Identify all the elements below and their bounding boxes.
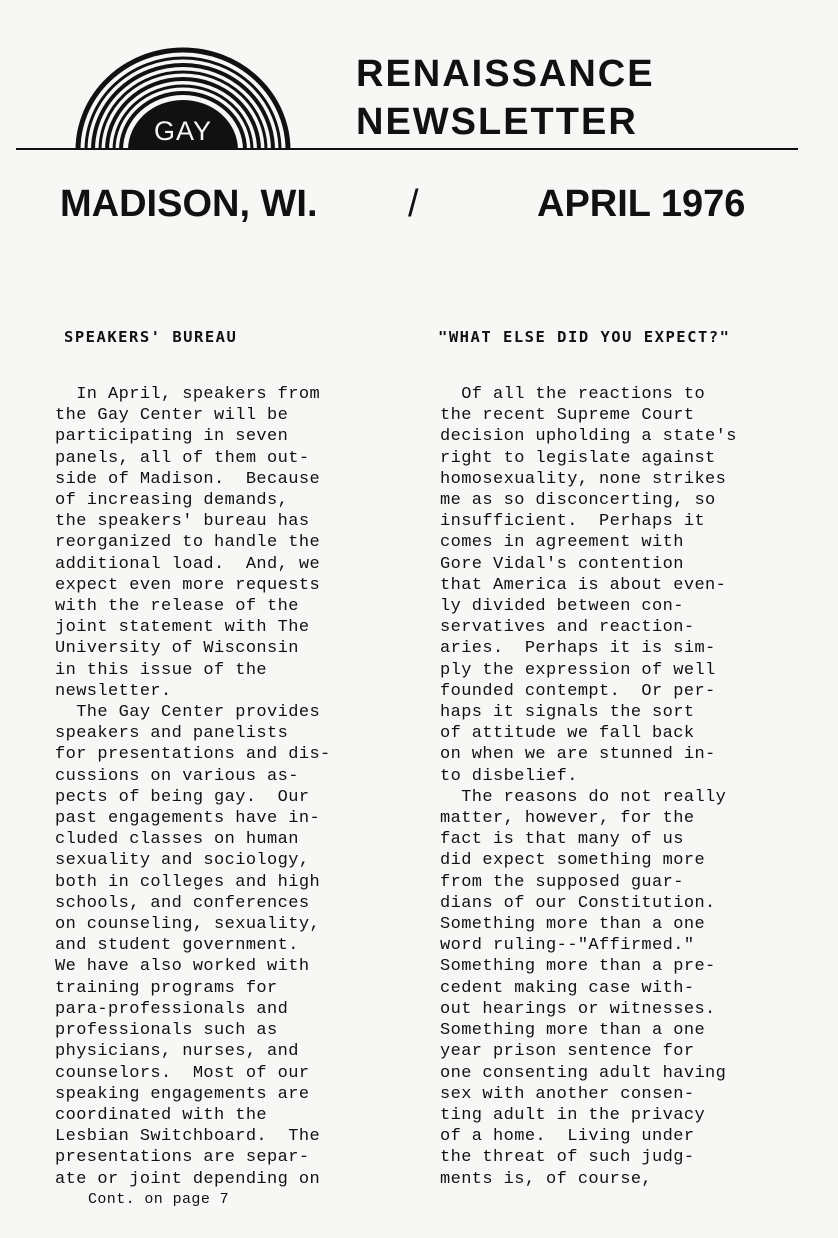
dateline-separator: / [408,183,419,225]
masthead-rule [16,148,798,150]
logo-text: GAY [153,116,213,146]
dateline-place: MADISON, WI. [60,183,318,225]
what-else-body: Of all the reactions to the recent Supreme Court decision upholding a state's right to legislate against homosexuality, none strikes me as so disconcerting, so insufficient. Perhaps it comes in agreement with Gore Vidal's contention that America is about even- ly divided between con- servatives and reaction- aries. Perhaps it is sim- ply the expression of well founded contempt. Or per- haps it signals the sort of attitude we fall back on when we are stunned in- to disbelief. The reasons do not really matter, however, for the fact is that many of us did expect something more from the supposed guar- dians of our Constitution. Something more than a one word ruling--"Affirmed." Something more than a pre- cedent making case with- out hearings or witnesses. Something more than a one year prison sentence for one consenting adult having sex with another consen- ting adult in the privacy of a home. Living under the threat of such judg- ments is, of course, [440,385,737,1189]
speakers-bureau-heading: SPEAKERS' BUREAU [64,328,238,346]
continuation-note: Cont. on page 7 [88,1191,230,1208]
dateline-date: APRIL 1976 [537,183,746,225]
rainbow-arch-logo [72,42,294,152]
newsletter-title-line2: NEWSLETTER [356,101,638,143]
speakers-bureau-body: In April, speakers from the Gay Center will be participating in seven panels, all of them out- side of Madison. Because of increasing demands, the speakers' bureau has reorganized to handle the additional load. And, we expect even more requests with the release of the joint statement with The University of Wisconsin in this issue of the newsletter. The Gay Center provides speakers and panelists for presentations and dis- cussions on various as- pects of being gay. Our past engagements have in- cluded classes on human sexuality and sociology, both in colleges and high schools, and conferences on counseling, sexuality, and student government. We have also worked with training programs for para-professionals and professionals such as physicians, nurses, and counselors. Most of our speaking engagements are coordinated with the Lesbian Switchboard. The presentations are separ- ate or joint depending on [55,385,331,1189]
what-else-heading: "WHAT ELSE DID YOU EXPECT?" [438,328,731,346]
newsletter-title-line1: RENAISSANCE [356,53,655,95]
